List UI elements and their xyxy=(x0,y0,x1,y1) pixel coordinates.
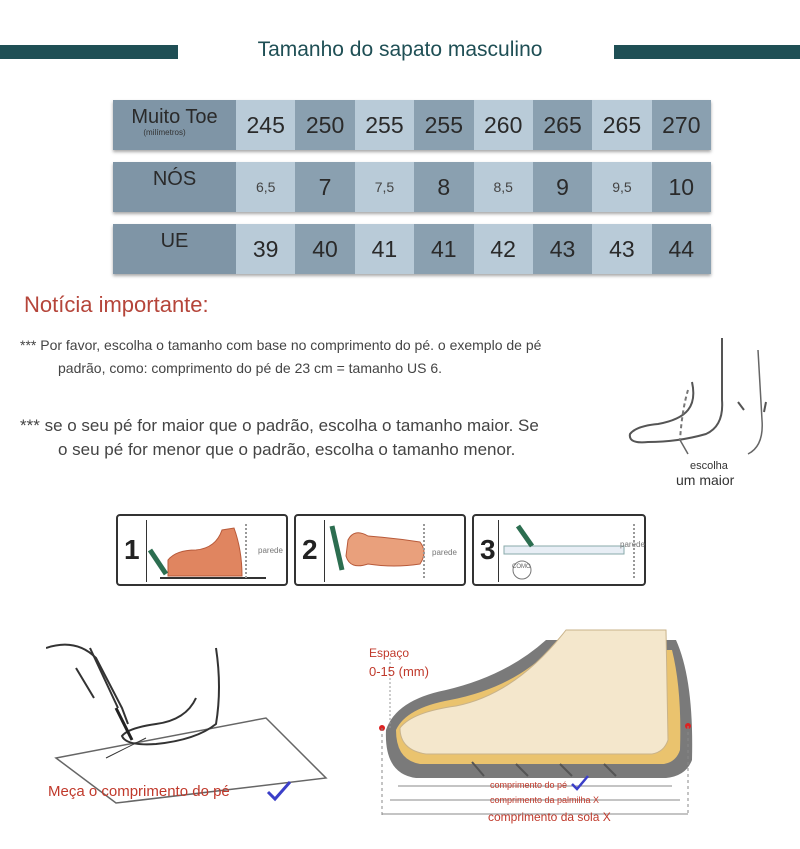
size-cell: 255 xyxy=(414,100,473,150)
length-insole-label: comprimento da palmilha X xyxy=(490,795,600,805)
wall-label: parede xyxy=(258,546,283,555)
wall-label: parede xyxy=(620,540,645,549)
ruler-icon xyxy=(498,520,644,582)
step-2-panel xyxy=(294,514,466,586)
size-cell: 260 xyxy=(474,100,533,150)
size-cell: 245 xyxy=(236,100,295,150)
wall-label: parede xyxy=(432,548,457,557)
space-label: Espaço xyxy=(369,646,410,660)
step-number: 1 xyxy=(124,534,140,565)
size-cell: 7,5 xyxy=(355,162,414,212)
notice-heading: Notícia importante: xyxy=(24,292,209,317)
measure-foot-illustration xyxy=(46,628,336,808)
size-cell: 250 xyxy=(295,100,354,150)
space-range: 0-15 (mm) xyxy=(369,664,429,679)
measure-caption: Meça o comprimento do pé xyxy=(48,783,230,800)
size-cell: 270 xyxy=(652,100,711,150)
size-row-eu xyxy=(113,224,711,274)
size-cell: 43 xyxy=(533,224,592,274)
length-sole-label: comprimento da sola X xyxy=(488,810,611,824)
size-cell: 41 xyxy=(414,224,473,274)
step-3-panel xyxy=(472,514,646,586)
checkmark-icon xyxy=(266,780,292,802)
size-cell: 255 xyxy=(355,100,414,150)
row-label: UE xyxy=(113,224,236,274)
foot-label-1: escolha xyxy=(690,460,728,472)
size-cell: 6,5 xyxy=(236,162,295,212)
step-number: 3 xyxy=(480,534,496,565)
size-cell: 265 xyxy=(533,100,592,150)
step-1-panel xyxy=(116,514,288,586)
size-cell: 40 xyxy=(295,224,354,274)
shoe-cross-section xyxy=(376,620,696,820)
size-cell: 39 xyxy=(236,224,295,274)
page-title: Tamanho do sapato masculino xyxy=(257,38,543,61)
size-cell: 9,5 xyxy=(592,162,651,212)
size-cell: 8,5 xyxy=(474,162,533,212)
size-cell: 10 xyxy=(652,162,711,212)
como-tag: COMO xyxy=(512,564,531,570)
size-cell: 44 xyxy=(652,224,711,274)
step-number: 2 xyxy=(302,534,318,565)
foot-label-2: um maior xyxy=(676,472,735,488)
length-foot-label: comprimento do pé xyxy=(490,780,568,790)
size-cell: 41 xyxy=(355,224,414,274)
notice-text-2: *** se o seu pé for maior que o padrão, escolha o tamanho maior. Se o seu pé for menor que o padrão, escolha o tamanho menor. xyxy=(20,416,539,459)
row-label: Muito Toe (milímetros) xyxy=(113,100,236,150)
size-cell: 265 xyxy=(592,100,651,150)
size-cell: 7 xyxy=(295,162,354,212)
size-row-us xyxy=(113,162,711,212)
checkmark-icon xyxy=(570,774,590,792)
size-cell: 42 xyxy=(474,224,533,274)
row-label: NÓS xyxy=(113,162,236,212)
size-cell: 9 xyxy=(533,162,592,212)
size-cell: 8 xyxy=(414,162,473,212)
size-cell: 43 xyxy=(592,224,651,274)
notice-text-1: *** Por favor, escolha o tamanho com base no comprimento do pé. o exemplo de pé padrão, como: comprimento do pé de 23 cm = tamanho US 6. xyxy=(20,337,542,376)
size-row-mm xyxy=(113,100,711,150)
